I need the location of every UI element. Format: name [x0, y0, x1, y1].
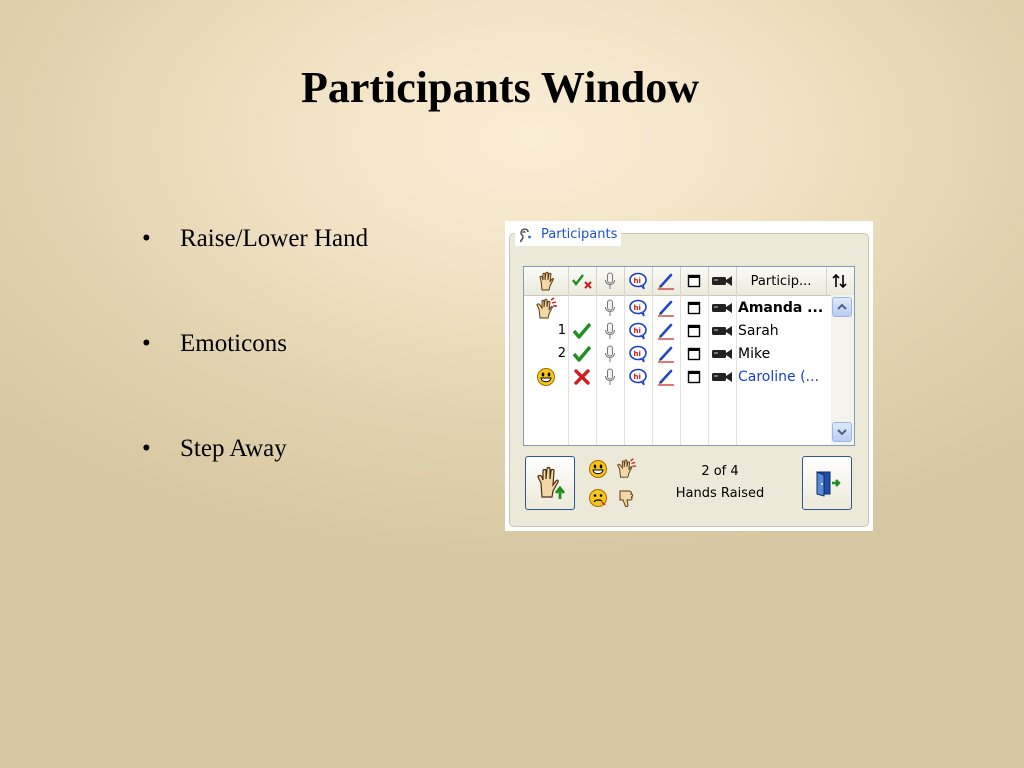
video-cell	[708, 342, 736, 365]
bullet-dot: •	[142, 330, 151, 357]
participants-panel	[505, 221, 873, 531]
name-column-label: Particip...	[750, 273, 812, 289]
hand-order-cell	[524, 342, 568, 365]
bullet-text: Step Away	[180, 435, 287, 462]
participant-row[interactable]	[524, 342, 830, 365]
chat-bubble-icon	[628, 368, 648, 386]
annotate-cell	[652, 296, 680, 319]
participant-list[interactable]	[523, 266, 855, 446]
participants-title[interactable]	[515, 224, 621, 246]
video-cell	[708, 365, 736, 388]
window-icon	[687, 347, 701, 361]
window-icon	[687, 324, 701, 338]
checkmark-icon	[572, 345, 592, 363]
audio-cell	[596, 365, 624, 388]
microphone-icon	[604, 272, 616, 290]
audio-cell	[596, 342, 624, 365]
bullet-item	[140, 225, 368, 330]
annotate-cell	[652, 342, 680, 365]
svg-text:hi: hi	[633, 303, 641, 312]
video-cell	[708, 296, 736, 319]
participant-name: Caroline (...	[738, 368, 819, 385]
feedback-cell	[524, 365, 568, 388]
thumbs-down-icon	[616, 488, 636, 508]
microphone-icon	[604, 368, 616, 386]
video-cell	[708, 319, 736, 342]
smile-icon	[536, 367, 556, 387]
audio-cell	[596, 319, 624, 342]
share-cell	[680, 296, 708, 319]
participant-name: Sarah	[738, 322, 779, 339]
header-chat[interactable]	[624, 267, 653, 295]
microphone-icon	[604, 345, 616, 363]
svg-text:hi: hi	[633, 349, 641, 358]
check-x-icon	[571, 273, 593, 289]
header-status[interactable]	[568, 267, 597, 295]
bullet-dot: •	[142, 225, 151, 252]
slide-title: Participants Window	[300, 63, 700, 112]
sort-button[interactable]	[826, 267, 854, 295]
participant-row[interactable]	[524, 319, 830, 342]
bullet-item	[140, 435, 368, 540]
status-cell	[568, 342, 596, 365]
status-cell	[568, 319, 596, 342]
annotate-cell	[652, 319, 680, 342]
bullet-dot: •	[142, 435, 151, 462]
status-cell	[568, 365, 596, 388]
participant-name: Mike	[738, 345, 771, 362]
header-annotate[interactable]	[652, 267, 681, 295]
applause-icon	[615, 457, 637, 479]
audio-cell	[596, 296, 624, 319]
participant-row[interactable]	[524, 296, 830, 319]
window-icon	[687, 274, 701, 288]
hand-order-number: 2	[557, 346, 566, 361]
header-video[interactable]	[708, 267, 737, 295]
emoticon-applause-button[interactable]	[615, 457, 637, 479]
x-mark-icon	[573, 368, 591, 386]
bullet-item	[140, 330, 368, 435]
video-camera-icon	[711, 324, 733, 338]
video-camera-icon	[711, 347, 733, 361]
share-cell	[680, 319, 708, 342]
hands-raised-status	[660, 461, 780, 505]
bullet-text: Raise/Lower Hand	[180, 225, 369, 252]
header-feedback[interactable]	[524, 267, 569, 295]
feedback-cell	[524, 296, 568, 319]
microphone-icon	[604, 322, 616, 340]
raise-hand-icon	[537, 271, 555, 291]
hand-order-cell	[524, 319, 568, 342]
hand-wave-icon	[534, 297, 558, 319]
emoticon-smile-button[interactable]	[587, 458, 609, 480]
microphone-icon	[604, 299, 616, 317]
svg-text:hi: hi	[633, 372, 641, 381]
chevron-up-icon	[837, 303, 847, 311]
chat-cell	[624, 319, 652, 342]
chat-bubble-icon	[628, 272, 648, 290]
participant-name: Amanda ...	[738, 299, 824, 316]
window-icon	[687, 370, 701, 384]
chat-bubble-icon	[628, 322, 648, 340]
chat-bubble-icon	[628, 299, 648, 317]
participant-row[interactable]	[524, 365, 830, 388]
checkmark-icon	[572, 322, 592, 340]
exit-door-icon	[812, 468, 842, 498]
chat-cell	[624, 296, 652, 319]
smile-icon	[588, 459, 608, 479]
raise-hand-button[interactable]	[525, 456, 575, 510]
video-camera-icon	[711, 274, 733, 288]
list-scrollbar[interactable]	[831, 295, 854, 445]
pencil-icon	[657, 345, 675, 363]
hands-raised-count: 2 of 4	[701, 464, 739, 479]
emoticon-thumbs-down-button[interactable]	[615, 487, 637, 509]
video-camera-icon	[711, 370, 733, 384]
svg-text:hi: hi	[633, 326, 641, 335]
bullet-list	[140, 225, 368, 540]
list-header	[524, 267, 854, 296]
panel-title-label: Participants	[541, 227, 618, 242]
annotate-cell	[652, 365, 680, 388]
chat-cell	[624, 342, 652, 365]
chat-bubble-icon	[628, 345, 648, 363]
svg-text:hi: hi	[633, 277, 641, 285]
hands-raised-label: Hands Raised	[675, 486, 765, 501]
video-camera-icon	[711, 301, 733, 315]
confused-face-icon	[588, 488, 608, 508]
bullet-text: Emoticons	[180, 330, 287, 357]
hand-order-number: 1	[557, 323, 566, 338]
chevron-down-icon	[837, 428, 847, 436]
step-away-button[interactable]	[802, 456, 852, 510]
sort-arrows-icon	[832, 273, 848, 289]
pencil-icon	[657, 322, 675, 340]
scroll-up-button[interactable]	[832, 297, 852, 317]
emoticon-confused-button[interactable]	[587, 487, 609, 509]
pencil-icon	[657, 299, 675, 317]
header-share[interactable]	[680, 267, 709, 295]
pencil-icon	[657, 272, 675, 290]
ear-icon	[517, 226, 533, 244]
share-cell	[680, 342, 708, 365]
share-cell	[680, 365, 708, 388]
header-name[interactable]	[736, 267, 827, 295]
pencil-icon	[657, 368, 675, 386]
scroll-down-button[interactable]	[832, 422, 852, 442]
header-audio[interactable]	[596, 267, 625, 295]
raise-hand-icon	[533, 466, 567, 500]
window-icon	[687, 301, 701, 315]
chat-cell	[624, 365, 652, 388]
